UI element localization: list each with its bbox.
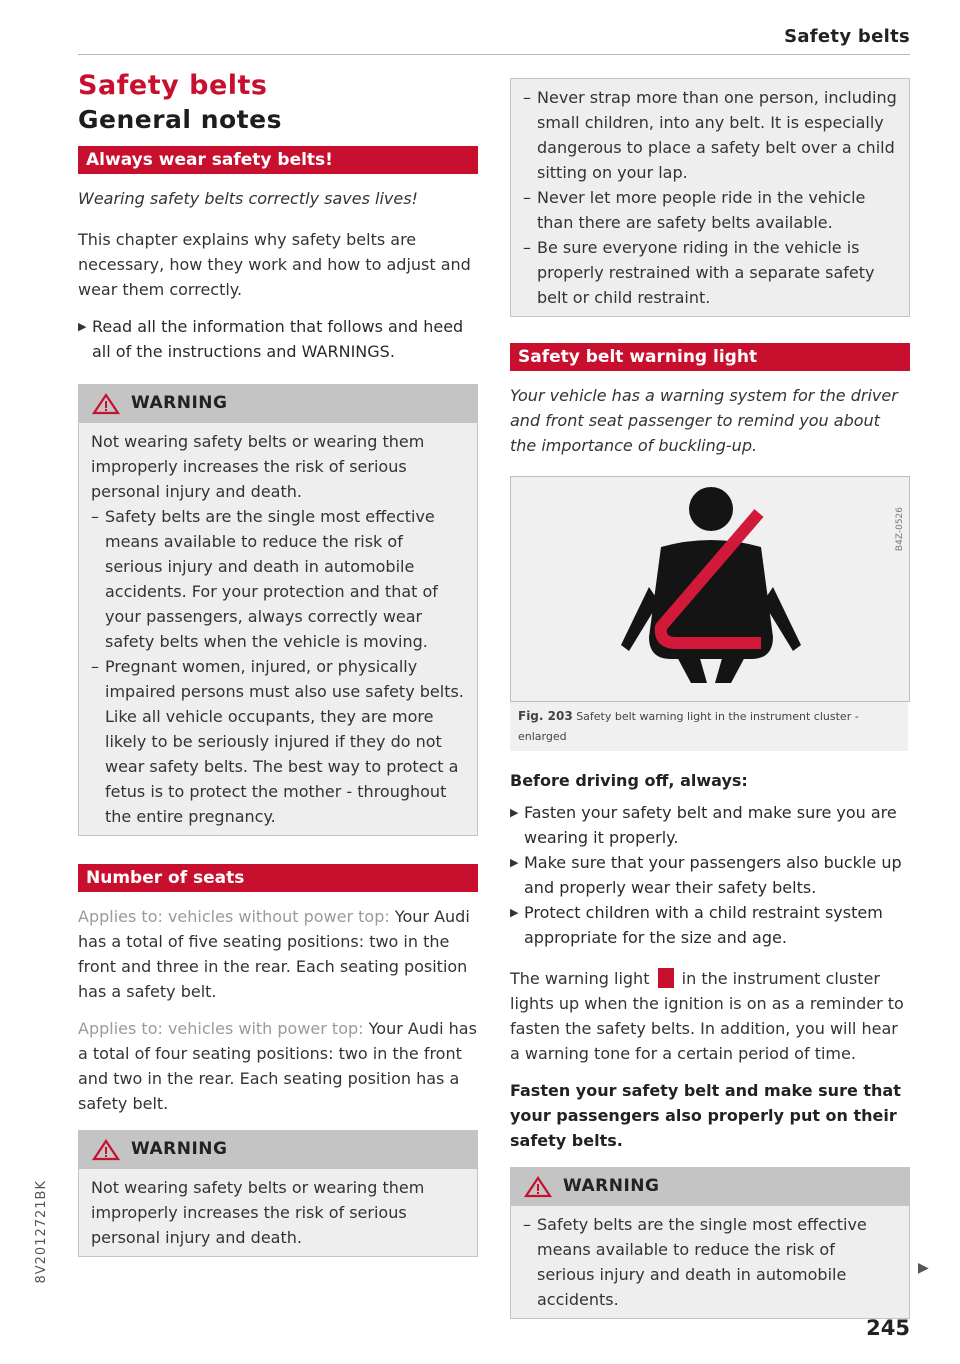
applies-paragraph	[78, 904, 478, 1004]
page-number: 245	[866, 1316, 910, 1340]
warning-item-text: Never let more people ride in the vehicle than there are safety belts available.	[537, 188, 866, 232]
warning-item: – Never strap more than one person, including small children, into any belt. It is especially dangerous to place a safety belt over a child sitting on your lap.	[523, 88, 897, 182]
belt-warning-light-icon	[658, 968, 674, 988]
instruction-item	[78, 314, 478, 364]
bullet-arrow-icon: ▶	[510, 906, 519, 919]
applies-prefix: Applies to: vehicles with power top:	[78, 1019, 364, 1038]
section-bar-warning-light: Safety belt warning light	[510, 343, 910, 371]
figure-belt-warning-light	[510, 476, 910, 702]
warning-header	[79, 385, 477, 423]
bullet-arrow-icon: ▶	[510, 806, 519, 819]
right-column	[510, 78, 910, 1319]
figure-label: Fig. 203	[518, 709, 573, 723]
warning-item-text: Pregnant women, injured, or physically impaired persons must also use safety belts. Like all vehicle occupants, they are more likely to be seriously injured if they do not wear safety belts. The best way to protect a fetus is to protect the mother - throughout the entire pregnancy.	[105, 657, 464, 826]
section-bar-number-of-seats: Number of seats	[78, 864, 478, 892]
bullet-arrow-icon: ▶	[510, 856, 519, 869]
continue-arrow-icon: ▶	[918, 1260, 929, 1276]
section-intro: Your vehicle has a warning system for the driver and front seat passenger to remind you about the importance of buckling-up.	[510, 386, 898, 455]
warning-body	[511, 1206, 909, 1318]
warning-item-text: Be sure everyone riding in the vehicle is properly restrained with a separate safety belt or child restraint.	[537, 238, 875, 307]
instruction-item	[510, 800, 910, 850]
section-bar-always-wear: Always wear safety belts!	[78, 146, 478, 174]
warning-triangle-icon	[92, 1139, 120, 1161]
left-column	[78, 70, 478, 1257]
warning-intro: Not wearing safety belts or wearing them improperly increases the risk of serious personal injury and death.	[91, 432, 425, 501]
applies-text: Your Audi has a total of five seating positions: two in the front and three in the rear. Each seating position has a safety belt.	[78, 907, 470, 1001]
warning-body	[511, 79, 909, 316]
seatbelt-warning-icon	[511, 477, 909, 701]
section-intro: Wearing safety belts correctly saves lives!	[78, 189, 418, 208]
warning-item: – Be sure everyone riding in the vehicle is properly restrained with a separate safety belt or child restraint.	[523, 238, 875, 307]
warning-box	[78, 1130, 478, 1257]
warning-item: – Pregnant women, injured, or physically impaired persons must also use safety belts. Like all vehicle occupants, they are more likely to be seriously injured if they do not wear safety belts. The best way to protect a fetus is to protect the mother - throughout the entire pregnancy.	[91, 657, 464, 826]
document-code: 8V2012721BK	[34, 1180, 49, 1284]
warning-triangle-icon	[92, 393, 120, 415]
applies-paragraph	[78, 1016, 478, 1116]
warning-item: – Never let more people ride in the vehicle than there are safety belts available.	[523, 188, 866, 232]
paragraph: This chapter explains why safety belts are necessary, how they work and how to adjust and wear them correctly.	[78, 230, 471, 299]
warning-box	[78, 384, 478, 836]
before-driving-heading: Before driving off, always:	[510, 771, 748, 790]
warning-item-text: Never strap more than one person, including small children, into any belt. It is especially dangerous to place a safety belt over a child sitting on your lap.	[537, 88, 897, 182]
instruction-item	[510, 850, 910, 900]
instruction-item	[510, 900, 910, 950]
instruction-text: Protect children with a child restraint system appropriate for the size and age.	[524, 903, 883, 947]
warning-item: – Safety belts are the single most effective means available to reduce the risk of serious injury and death in automobile accidents.	[523, 1215, 867, 1309]
bold-instruction: Fasten your safety belt and make sure that your passengers also properly put on their safety belts.	[510, 1081, 901, 1150]
bullet-arrow-icon: ▶	[78, 320, 87, 333]
paragraph-text: The warning light	[510, 969, 650, 988]
warning-item-text: Safety belts are the single most effective means available to reduce the risk of serious injury and death in automobile accidents.	[537, 1215, 867, 1309]
warning-text: Not wearing safety belts or wearing them improperly increases the risk of serious personal injury and death.	[91, 1178, 425, 1247]
applies-prefix: Applies to: vehicles without power top:	[78, 907, 390, 926]
warning-item: – Safety belts are the single most effective means available to reduce the risk of serious injury and death in automobile accidents. For your protection and that of your passengers, always correctly wear safety belts when the vehicle is moving.	[91, 507, 438, 651]
applies-text: Your Audi has a total of four seating positions: two in the front and two in the rear. Each seating position has a safety belt.	[78, 1019, 477, 1113]
figure-caption	[510, 702, 908, 751]
warning-item-text: Safety belts are the single most effective means available to reduce the risk of serious injury and death in automobile accidents. For your protection and that of your passengers, always correctly wear safety belts when the vehicle is moving.	[105, 507, 438, 651]
instruction-text: Read all the information that follows and heed all of the instructions and WARNINGS.	[92, 317, 464, 361]
warning-triangle-icon	[524, 1176, 552, 1198]
warning-header	[79, 1131, 477, 1169]
chapter-title: Safety belts	[78, 70, 268, 101]
paragraph-text: in the instrument cluster lights up when the ignition is on as a reminder to fasten the safety belts. In addition, you will hear a warning tone for a certain period of time.	[510, 969, 904, 1063]
warning-continuation-box	[510, 78, 910, 317]
instruction-text: Make sure that your passengers also buckle up and properly wear their safety belts.	[524, 853, 902, 897]
header-divider	[78, 54, 910, 55]
instruction-text: Fasten your safety belt and make sure you are wearing it properly.	[524, 803, 897, 847]
running-header: Safety belts	[784, 26, 910, 47]
section-title: General notes	[78, 105, 282, 134]
warning-header	[511, 1168, 909, 1206]
warning-body	[79, 423, 477, 835]
figure-caption-text: Safety belt warning light in the instrument cluster - enlarged	[518, 710, 859, 743]
warning-box	[510, 1167, 910, 1319]
warning-body	[79, 1169, 477, 1256]
figure-code: B4Z-0526	[895, 507, 905, 552]
warning-label: WARNING	[563, 1176, 660, 1196]
warning-light-paragraph	[510, 966, 910, 1066]
warning-label: WARNING	[131, 393, 228, 413]
warning-label: WARNING	[131, 1139, 228, 1159]
